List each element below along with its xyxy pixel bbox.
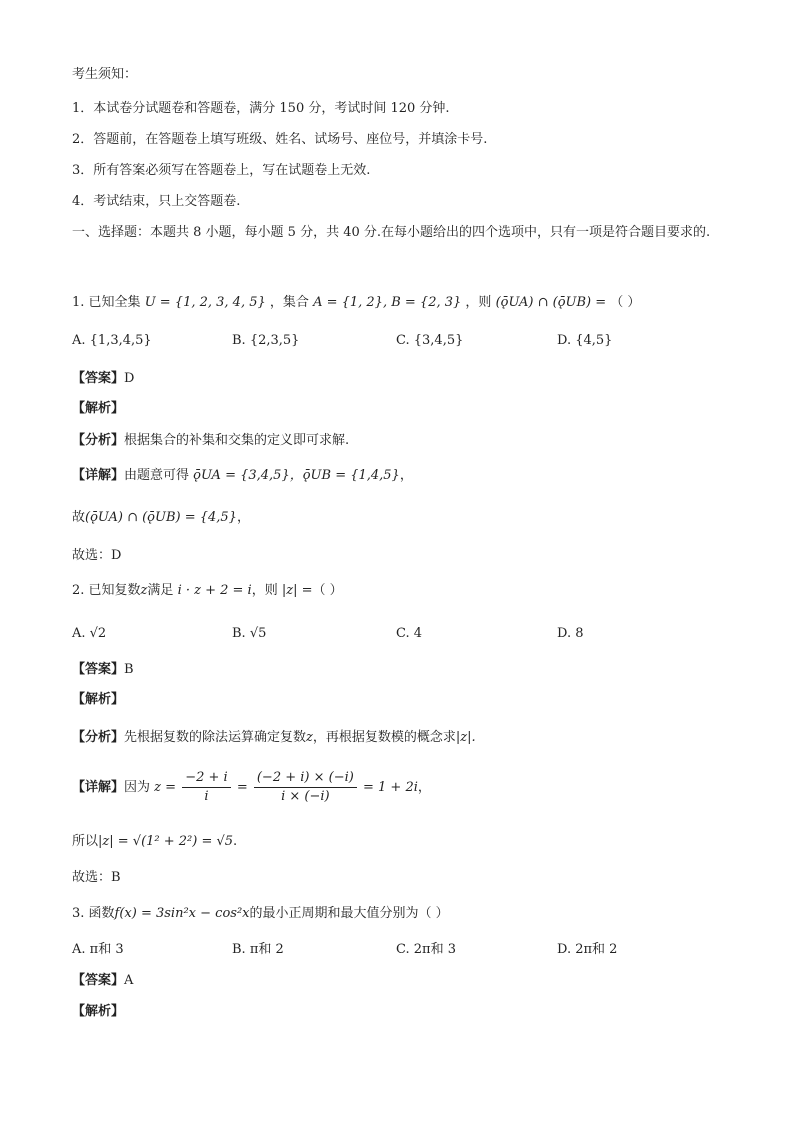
q2-fraction-2-denominator: i × (−i) <box>281 789 330 804</box>
q1-stem-text-2: ，集合 <box>269 295 309 310</box>
q2-stem-text-2: 满足 <box>147 583 174 598</box>
choose-label: 故选： <box>72 548 112 563</box>
q2-fenxi-abs: |z|. <box>455 730 476 745</box>
q2-abs: |z| = <box>281 583 313 598</box>
q1-stem <box>72 294 640 312</box>
q1-conclusion-text-2: ， <box>236 510 250 525</box>
q2-detail-text: 因为 <box>124 780 151 795</box>
q3-answer-value: A <box>124 973 134 988</box>
q2-option-c: C. 4 <box>396 626 423 641</box>
q1-expression: (ǭUA) ∩ (ǭUB) = <box>495 295 607 310</box>
choose-label: 故选： <box>72 870 112 885</box>
q1-universal-set: U = {1, 2, 3, 4, 5} <box>144 295 266 310</box>
q2-fenxi <box>72 729 476 747</box>
q2-analysis-label: 【解析】 <box>72 692 125 707</box>
q3-option-b: B. π和 2 <box>232 942 284 957</box>
q2-answer <box>72 661 134 679</box>
q3-option-a: A. π和 3 <box>72 942 124 957</box>
q2-option-d: D. 8 <box>557 626 584 641</box>
q2-fenxi-text: 先根据复数的除法运算确定复数 <box>124 730 307 745</box>
q1-conclusion <box>72 509 250 527</box>
notice-item-2: 2．答题前，在答题卷上填写班级、姓名、试场号、座位号，并填涂卡号. <box>72 132 488 147</box>
q1-conclusion-expression: (ǭUA) ∩ (ǭUB) = {4,5} <box>85 510 237 525</box>
q2-stem-text-3: ，则 <box>251 583 278 598</box>
q3-function: f(x) = 3sin²x − cos²x <box>114 906 250 921</box>
q2-choose-value: B <box>111 870 121 885</box>
q1-option-d: D. {4,5} <box>557 333 613 348</box>
q1-choose <box>72 547 121 565</box>
answer-label: 【答案】 <box>72 973 125 988</box>
notice-item-1: 1．本试卷分试题卷和答题卷，满分 150 分，考试时间 120 分钟. <box>72 101 450 116</box>
q2-fraction-2 <box>254 770 357 805</box>
q2-detail-rhs: = 1 + 2i <box>362 780 418 795</box>
q1-choose-value: D <box>111 548 122 563</box>
q2-fraction-1-numerator: −2 + i <box>182 770 230 788</box>
notice-title: 考生须知： <box>72 67 138 82</box>
q1-fenxi-text: 根据集合的补集和交集的定义即可求解. <box>124 433 350 448</box>
q1-sets: A = {1, 2}, B = {2, 3} <box>313 295 462 310</box>
q2-option-a: A. √2 <box>72 626 107 641</box>
q1-answer-value: D <box>124 371 135 386</box>
q1-option-a: A. {1,3,4,5} <box>72 333 152 348</box>
notice-item-4: 4．考试结束，只上交答题卷. <box>72 194 241 209</box>
q2-fraction-1 <box>182 770 230 805</box>
q3-stem-text-2: 的最小正周期和最大值分别为（ ） <box>249 906 449 921</box>
q1-detail-text: 由题意可得 <box>124 468 190 483</box>
q1-stem-text-3: ，则 <box>465 295 492 310</box>
q2-answer-value: B <box>124 662 134 677</box>
q3-option-c: C. 2π和 3 <box>396 942 456 957</box>
q1-detail-expression: ǭUA = {3,4,5}，ǭUB = {1,4,5} <box>193 468 400 483</box>
section-heading: 一、选择题：本题共 8 小题，每小题 5 分，共 40 分.在每小题给出的四个选项中，只有一项是符合题目要求的. <box>72 225 711 240</box>
q1-conclusion-text: 故 <box>72 510 86 525</box>
q2-fraction-1-denominator: i <box>204 789 209 804</box>
detail-label: 【详解】 <box>72 780 125 795</box>
q2-so <box>72 833 237 851</box>
q1-detail-text-2: ， <box>399 468 413 483</box>
q2-stem <box>72 582 343 600</box>
q2-detail <box>72 766 431 810</box>
q1-answer <box>72 370 134 388</box>
answer-label: 【答案】 <box>72 371 125 386</box>
q1-fenxi <box>72 432 349 450</box>
q3-stem <box>72 905 449 923</box>
q2-choose <box>72 869 121 887</box>
q2-fenxi-variable: z <box>306 730 313 745</box>
q3-analysis-label: 【解析】 <box>72 1004 125 1019</box>
fenxi-label: 【分析】 <box>72 730 125 745</box>
q2-fraction-2-numerator: (−2 + i) × (−i) <box>254 770 357 788</box>
q2-equation: i · z + 2 = i <box>177 583 252 598</box>
q3-stem-text: 3. 函数 <box>72 906 115 921</box>
q2-detail-text-2: ， <box>417 780 431 795</box>
q1-detail <box>72 467 413 485</box>
q1-option-b: B. {2,3,5} <box>232 333 300 348</box>
q1-stem-text: 1. 已知全集 <box>72 295 141 310</box>
q2-so-text-2: . <box>233 834 238 849</box>
q2-so-text: 所以 <box>72 834 99 849</box>
q1-paren: （ ） <box>610 295 641 310</box>
q1-option-c: C. {3,4,5} <box>396 333 464 348</box>
notice-item-3: 3．所有答案必须写在答题卷上，写在试题卷上无效. <box>72 163 371 178</box>
q2-paren: （ ） <box>312 583 343 598</box>
detail-label: 【详解】 <box>72 468 125 483</box>
q2-fenxi-text-2: ，再根据复数模的概念求 <box>312 730 456 745</box>
q2-variable: z <box>140 583 148 598</box>
q2-so-expression: |z| = √(1² + 2²) = √5 <box>98 834 234 849</box>
answer-label: 【答案】 <box>72 662 125 677</box>
q2-option-b: B. √5 <box>232 626 267 641</box>
q3-answer <box>72 972 133 990</box>
q2-equals: = <box>236 780 248 795</box>
q2-stem-text: 2. 已知复数 <box>72 583 141 598</box>
q2-detail-lhs: z = <box>154 780 177 795</box>
q1-analysis-label: 【解析】 <box>72 401 125 416</box>
q3-option-d: D. 2π和 2 <box>557 942 618 957</box>
fenxi-label: 【分析】 <box>72 433 125 448</box>
